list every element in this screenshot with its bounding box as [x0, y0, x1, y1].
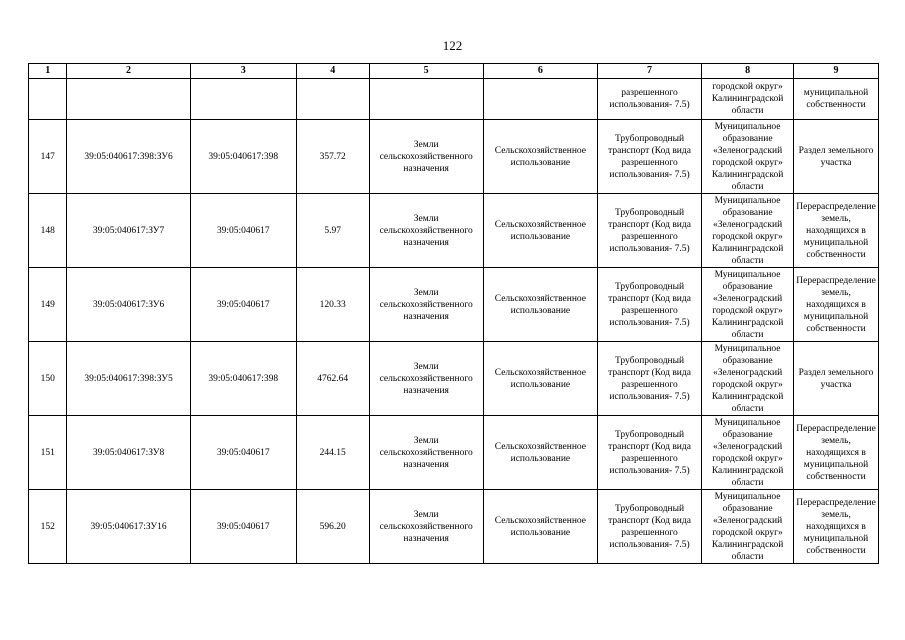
new-cadastral-number-cell: 39:05:040617:398:ЗУ5 — [67, 342, 190, 416]
owner-cell: Муниципальное образование «Зеленоградский городской округ» Калининградской области — [702, 416, 794, 490]
land-category-cell: Земли сельскохозяйственного назначения — [369, 342, 483, 416]
continuation-row — [29, 79, 879, 120]
table-row — [29, 194, 879, 268]
permitted-use-cell: Трубопроводный транспорт (Код вида разрешенного использования- 7.5) — [597, 342, 701, 416]
cell — [296, 79, 369, 120]
row-number-cell: 148 — [29, 194, 67, 268]
land-category-cell: Земли сельскохозяйственного назначения — [369, 416, 483, 490]
new-cadastral-number-cell: 39:05:040617:ЗУ8 — [67, 416, 190, 490]
formation-method-cell: Перераспределение земель, находящихся в муниципальной собственности — [794, 416, 879, 490]
land-category-cell: Земли сельскохозяйственного назначения — [369, 120, 483, 194]
source-cadastral-number-cell: 39:05:040617 — [190, 490, 296, 564]
new-cadastral-number-cell: 39:05:040617:ЗУ16 — [67, 490, 190, 564]
table-row — [29, 120, 879, 194]
permitted-use-cell: Трубопроводный транспорт (Код вида разрешенного использования- 7.5) — [597, 268, 701, 342]
owner-cell: Муниципальное образование «Зеленоградский городской округ» Калининградской области — [702, 490, 794, 564]
current-use-cell: Сельскохозяйственное использование — [483, 194, 597, 268]
header-col-2: 2 — [67, 64, 190, 79]
table-row — [29, 342, 879, 416]
table-row — [29, 268, 879, 342]
current-use-cell: Сельскохозяйственное использование — [483, 268, 597, 342]
formation-method-cell: Перераспределение земель, находящихся в муниципальной собственности — [794, 490, 879, 564]
source-cadastral-number-cell: 39:05:040617:398 — [190, 342, 296, 416]
header-col-9: 9 — [794, 64, 879, 79]
header-col-6: 6 — [483, 64, 597, 79]
current-use-cell: Сельскохозяйственное использование — [483, 416, 597, 490]
permitted-use-cell: Трубопроводный транспорт (Код вида разрешенного использования- 7.5) — [597, 194, 701, 268]
formation-method-cell: Перераспределение земель, находящихся в муниципальной собственности — [794, 268, 879, 342]
cell — [190, 79, 296, 120]
formation-method-cell: Перераспределение земель, находящихся в муниципальной собственности — [794, 194, 879, 268]
land-category-cell: Земли сельскохозяйственного назначения — [369, 194, 483, 268]
source-cadastral-number-cell: 39:05:040617:398 — [190, 120, 296, 194]
cell — [67, 79, 190, 120]
permitted-use-cell: Трубопроводный транспорт (Код вида разрешенного использования- 7.5) — [597, 416, 701, 490]
formation-method-cell: муниципальной собственности — [794, 79, 879, 120]
formation-method-cell: Раздел земельного участка — [794, 342, 879, 416]
page-number: 122 — [442, 38, 463, 53]
row-number-cell: 151 — [29, 416, 67, 490]
header-col-8: 8 — [702, 64, 794, 79]
area-cell: 120.33 — [296, 268, 369, 342]
source-cadastral-number-cell: 39:05:040617 — [190, 194, 296, 268]
header-row — [29, 64, 879, 79]
new-cadastral-number-cell: 39:05:040617:ЗУ7 — [67, 194, 190, 268]
area-cell: 4762.64 — [296, 342, 369, 416]
row-number-cell: 150 — [29, 342, 67, 416]
current-use-cell: Сельскохозяйственное использование — [483, 342, 597, 416]
area-cell: 357.72 — [296, 120, 369, 194]
header-col-1: 1 — [29, 64, 67, 79]
cell — [483, 79, 597, 120]
formation-method-cell: Раздел земельного участка — [794, 120, 879, 194]
land-plots-table — [28, 63, 879, 564]
cell — [29, 79, 67, 120]
area-cell: 244.15 — [296, 416, 369, 490]
owner-cell: Муниципальное образование «Зеленоградский городской округ» Калининградской области — [702, 194, 794, 268]
current-use-cell: Сельскохозяйственное использование — [483, 490, 597, 564]
row-number-cell: 152 — [29, 490, 67, 564]
source-cadastral-number-cell: 39:05:040617 — [190, 416, 296, 490]
new-cadastral-number-cell: 39:05:040617:ЗУ6 — [67, 268, 190, 342]
permitted-use-cell: разрешенного использования- 7.5) — [597, 79, 701, 120]
permitted-use-cell: Трубопроводный транспорт (Код вида разрешенного использования- 7.5) — [597, 490, 701, 564]
new-cadastral-number-cell: 39:05:040617:398:ЗУ6 — [67, 120, 190, 194]
header-col-5: 5 — [369, 64, 483, 79]
owner-cell: Муниципальное образование «Зеленоградский городской округ» Калининградской области — [702, 120, 794, 194]
area-cell: 5.97 — [296, 194, 369, 268]
land-category-cell: Земли сельскохозяйственного назначения — [369, 268, 483, 342]
table-row — [29, 416, 879, 490]
source-cadastral-number-cell: 39:05:040617 — [190, 268, 296, 342]
cell — [369, 79, 483, 120]
table-row — [29, 490, 879, 564]
row-number-cell: 147 — [29, 120, 67, 194]
land-category-cell: Земли сельскохозяйственного назначения — [369, 490, 483, 564]
owner-cell: Муниципальное образование «Зеленоградский городской округ» Калининградской области — [702, 342, 794, 416]
area-cell: 596.20 — [296, 490, 369, 564]
owner-cell: городской округ» Калининградской области — [702, 79, 794, 120]
header-col-7: 7 — [597, 64, 701, 79]
header-col-4: 4 — [296, 64, 369, 79]
row-number-cell: 149 — [29, 268, 67, 342]
current-use-cell: Сельскохозяйственное использование — [483, 120, 597, 194]
header-col-3: 3 — [190, 64, 296, 79]
permitted-use-cell: Трубопроводный транспорт (Код вида разрешенного использования- 7.5) — [597, 120, 701, 194]
owner-cell: Муниципальное образование «Зеленоградский городской округ» Калининградской области — [702, 268, 794, 342]
